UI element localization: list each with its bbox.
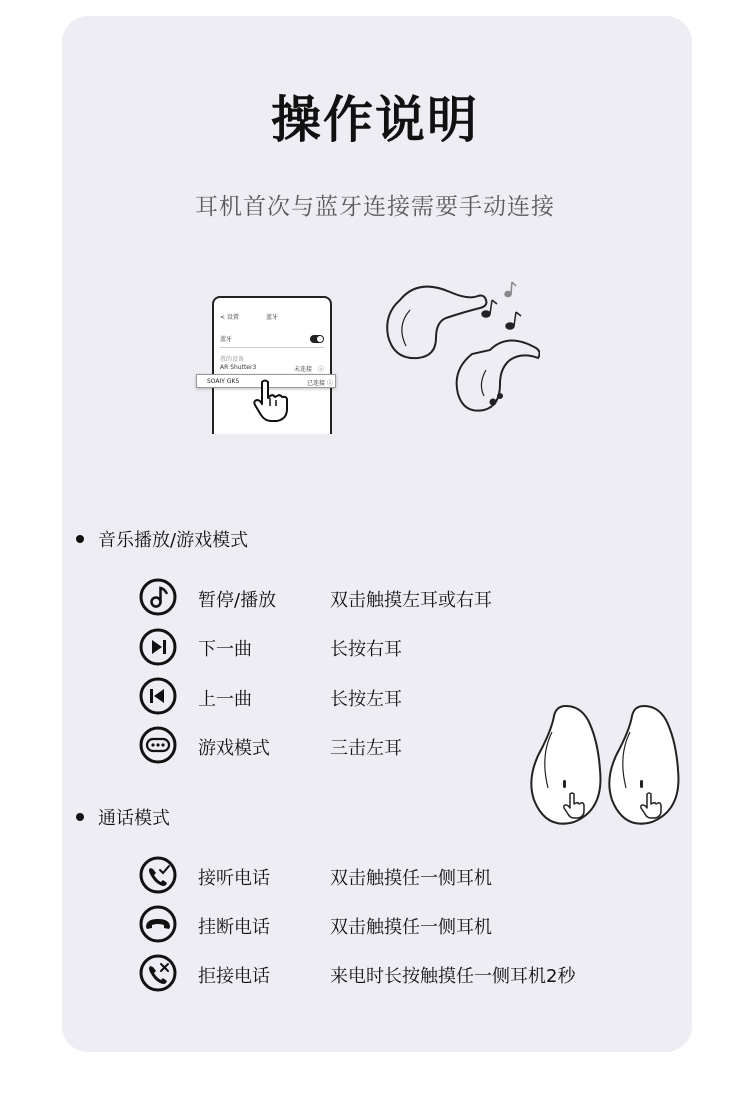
earbuds-touch-illustration: [526, 702, 682, 840]
info-icon: ⓘ: [326, 380, 333, 387]
op-action-answer: 双击触摸任一侧耳机: [330, 868, 492, 889]
device-1-status: 未连接: [293, 366, 312, 373]
my-devices-label: 我的设备: [220, 356, 245, 363]
op-name-reject: 拒接电话: [198, 966, 270, 987]
section-title-music: 音乐播放/游戏模式: [76, 526, 248, 552]
bullet-icon: [76, 535, 84, 543]
page-title: 操作说明: [271, 91, 479, 149]
hang-up-icon: [138, 904, 178, 944]
device-1-name: AR Shutter3: [220, 364, 257, 371]
section-title-call: 通话模式: [76, 804, 170, 830]
op-action-reject: 来电时长按触摸任一侧耳机2秒: [330, 966, 576, 987]
tap-hand-icon: [250, 378, 290, 422]
reject-call-icon: [138, 953, 178, 993]
next-track-icon: [138, 627, 178, 667]
device-2-name: SOAIY GK5: [207, 378, 240, 385]
bullet-icon: [76, 813, 84, 821]
op-action-previous: 长按左耳: [330, 689, 402, 710]
op-name-answer: 接听电话: [198, 868, 270, 889]
op-action-hang-up: 双击触摸任一侧耳机: [330, 917, 492, 938]
info-icon: ⓘ: [317, 366, 324, 373]
op-name-previous: 上一曲: [198, 689, 252, 710]
phone-back-label: < 设置: [220, 314, 239, 321]
earbuds-illustration: [380, 270, 540, 430]
op-name-play-pause: 暂停/播放: [198, 590, 277, 611]
previous-track-icon: [138, 676, 178, 716]
op-action-next: 长按右耳: [330, 639, 402, 660]
answer-call-icon: [138, 855, 178, 895]
op-action-play-pause: 双击触摸左耳或右耳: [330, 590, 492, 611]
bluetooth-toggle: [310, 335, 324, 343]
bluetooth-row: [220, 334, 324, 348]
music-note-icon: [138, 577, 178, 617]
phone-screen-title: 蓝牙: [266, 314, 279, 321]
op-action-game-mode: 三击左耳: [330, 738, 402, 759]
device-2-status: 已连接: [306, 380, 325, 387]
page-subtitle: 耳机首次与蓝牙连接需要手动连接: [195, 194, 555, 220]
op-name-game-mode: 游戏模式: [198, 738, 270, 759]
bluetooth-label: 蓝牙: [220, 336, 233, 343]
op-name-hang-up: 挂断电话: [198, 917, 270, 938]
op-name-next: 下一曲: [198, 639, 252, 660]
game-controller-icon: [138, 725, 178, 765]
